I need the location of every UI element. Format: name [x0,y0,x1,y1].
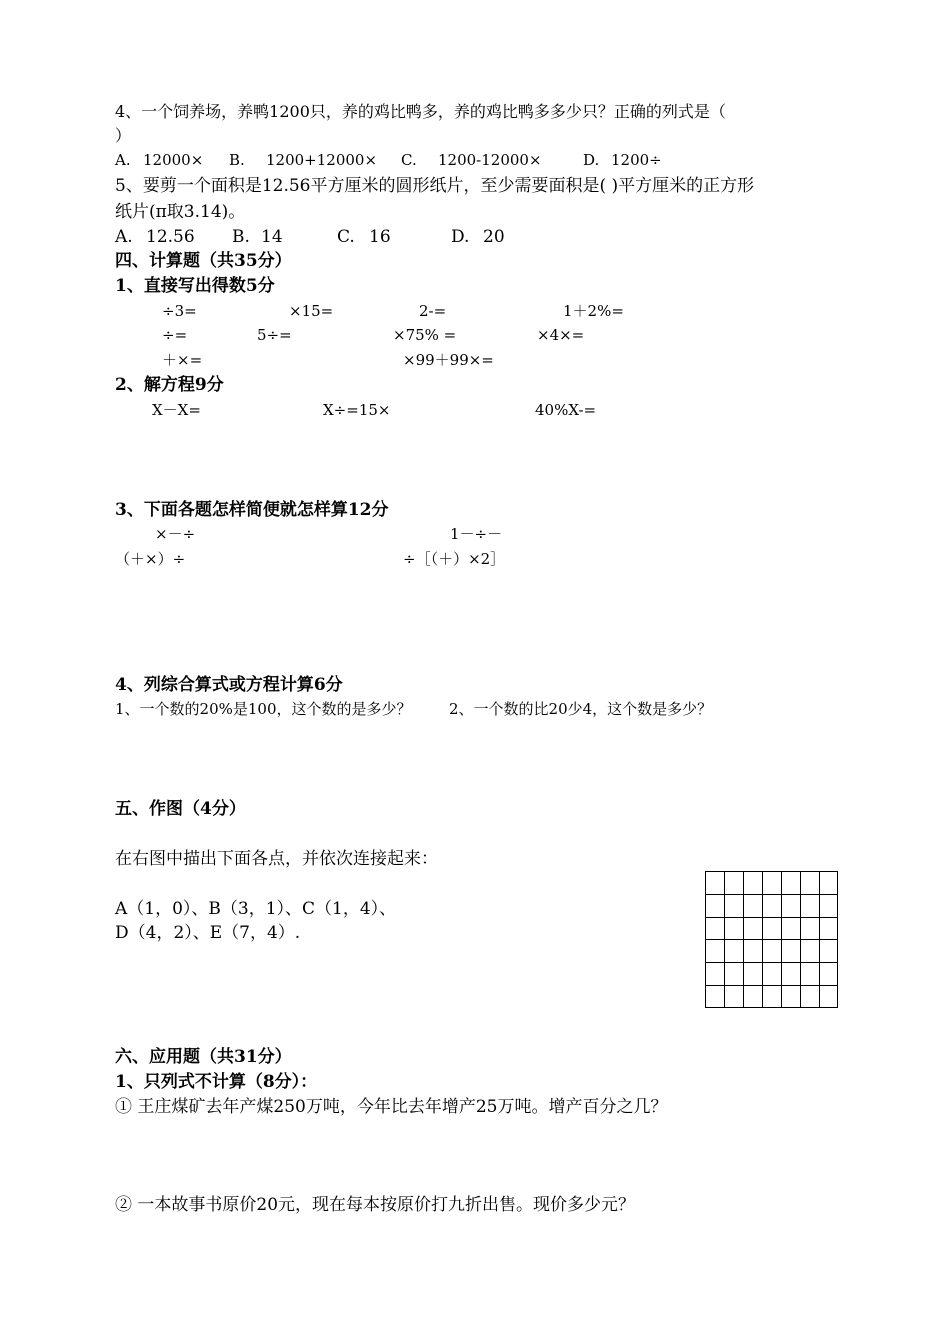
calc-item: ×4×= [537,326,585,344]
application-problem-1: ① 王庄煤矿去年产煤250万吨，今年比去年增产25万吨。增产百分之几？ [115,1097,668,1117]
calc-item: ×75% = [393,326,457,344]
q5-option-c-value: 16 [369,227,391,247]
application-problem-2: ② 一本故事书原价20元，现在每本按原价打九折出售。现价多少元？ [115,1195,636,1215]
equation-item: X÷=15× [323,401,391,419]
section6-part1-title: 1、只列式不计算（8分）： [115,1072,318,1092]
q5-line1: 5、要剪一个面积是12.56平方厘米的圆形纸片，至少需要面积是( )平方厘米的正方形 [115,176,755,196]
equation-item: X－X= [152,401,201,419]
calc-item: 1＋2%= [563,302,624,320]
q4-option-a-expr: 12000× [143,151,204,169]
section5-instruction: 在右图中描出下面各点，并依次连接起来： [115,849,438,869]
section4-part1-title: 1、直接写出得数5分 [115,276,275,296]
calc-item: 5÷= [257,326,292,344]
q4-option-b-label: B. [229,151,245,169]
equation-item: 40%X-= [535,401,597,419]
section4-part4-title: 4、列综合算式或方程计算6分 [115,675,343,695]
section4-part3-title: 3、下面各题怎样简便就怎样算12分 [115,500,389,520]
calc-item: ×15= [289,302,334,320]
simplify-item: （＋×）÷ [115,550,186,568]
q5-option-a-label: A. [115,227,133,247]
q5-option-a-value: 12.56 [146,227,195,247]
q4-option-a-label: A. [115,151,131,169]
q4-option-d-label: D. [583,151,600,169]
word-problem-1: 1、一个数的20%是100，这个数的是多少？ [115,700,412,718]
calc-item: ÷3= [162,302,197,320]
q4-option-d-expr: 1200÷ [611,151,662,169]
points-line-1: A（1，0）、B（3，1）、C（1，4）、 [115,899,397,919]
q5-option-c-label: C. [337,227,355,247]
section5-title: 五、作图（4分） [115,799,246,819]
q4-stem: 4、一个饲养场，养鸭1200只，养的鸡比鸭多，养的鸡比鸭多多少只？正确的列式是（ [115,102,726,121]
q5-option-d-value: 20 [483,227,505,247]
section6-title: 六、应用题（共31分） [115,1047,292,1067]
calc-item: ÷= [162,326,188,344]
q5-option-d-label: D. [451,227,470,247]
simplify-item: ×－÷ [155,525,196,543]
calc-item: ×99＋99×= [403,351,494,369]
coordinate-grid [705,871,839,1009]
calc-item: ＋×= [162,351,203,369]
q5-option-b-label: B. [232,227,250,247]
q4-stem-end: ） [115,126,132,145]
points-line-2: D（4，2）、E（7，4）. [115,923,301,943]
simplify-item: 1－÷－ [450,525,503,543]
q4-option-b-expr: 1200+12000× [266,151,378,169]
q5-line2: 纸片(π取3.14)。 [115,202,246,222]
calc-item: 2-= [419,302,447,320]
q5-option-b-value: 14 [261,227,283,247]
simplify-item: ÷［（＋）×2］ [403,550,506,568]
section4-title: 四、计算题（共35分） [115,251,292,271]
q4-option-c-label: C. [401,151,417,169]
section4-part2-title: 2、解方程9分 [115,375,224,395]
word-problem-2: 2、一个数的比20少4，这个数是多少？ [449,700,713,718]
q4-option-c-expr: 1200-12000× [438,151,542,169]
